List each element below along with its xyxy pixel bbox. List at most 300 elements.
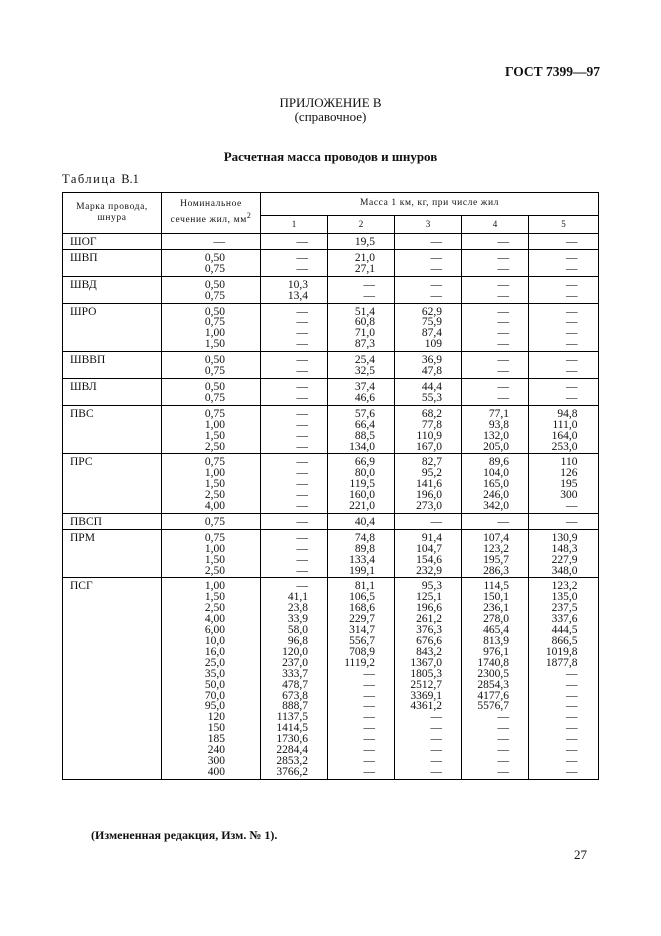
mass-1-core-value: 673,8 — [282, 689, 308, 702]
mass-4-core-cell — [462, 276, 529, 303]
mass-4-core-value: 278,0 — [483, 613, 509, 626]
wire-mark-text: ПРМ — [70, 531, 95, 544]
cross-section-value: 1,00 — [204, 580, 225, 593]
mass-3-core-cell — [395, 529, 462, 578]
mass-1-core-value: 1730,6 — [276, 733, 308, 746]
mass-4-core-value: 165,0 — [483, 478, 509, 491]
mass-3-core-value: 3369,1 — [410, 689, 442, 702]
cross-section-value: 0,50 — [204, 278, 225, 291]
mass-3-core-values — [404, 581, 442, 777]
mass-4-core-value: 342,0 — [483, 500, 509, 513]
mass-1-core-values — [270, 280, 308, 302]
mass-5-core-value: — — [566, 744, 578, 757]
mass-4-core-value: — — [497, 289, 509, 302]
mass-2-core-value: 106,5 — [349, 591, 375, 604]
mass-4-core-values — [471, 382, 509, 404]
mass-2-core-value: — — [363, 678, 375, 691]
mass-5-core-cell — [529, 378, 599, 405]
mass-4-core-value: 2854,3 — [477, 678, 509, 691]
wire-mark-text: ШРО — [70, 305, 97, 318]
mass-4-core-value: 5576,7 — [477, 700, 509, 713]
mass-4-core-values — [471, 409, 509, 453]
mass-2-core-value: 229,7 — [349, 613, 375, 626]
mass-4-core-value: 104,0 — [483, 467, 509, 480]
wire-mark-text: ПВСП — [70, 515, 102, 528]
cross-section-value: 95,0 — [204, 700, 225, 713]
mass-2-core-value: — — [363, 711, 375, 724]
mass-5-core-value: — — [566, 667, 578, 680]
mass-4-core-value: 286,3 — [483, 564, 509, 577]
cross-section-value: 10,0 — [204, 635, 225, 647]
mass-1-core-value: — — [296, 305, 308, 318]
mass-3-core-value: 154,6 — [416, 553, 442, 566]
mass-3-core-value: 2512,7 — [410, 678, 442, 691]
mass-1-core-cell — [261, 234, 328, 250]
mass-4-core-value: — — [497, 365, 509, 378]
mass-5-core-value: — — [566, 251, 578, 264]
appendix-subtitle: (справочное) — [294, 109, 367, 124]
mass-2-core-values — [337, 457, 375, 512]
mass-1-core-value: 237,0 — [282, 656, 308, 669]
cross-section-value: 0,50 — [204, 380, 225, 393]
mass-2-core-value: 40,4 — [354, 515, 375, 528]
mass-1-core-value: — — [296, 478, 308, 491]
mass-3-core-value: 82,7 — [421, 456, 442, 469]
mass-2-core-value: 32,5 — [354, 365, 375, 378]
mass-2-core-values — [337, 382, 375, 404]
mass-2-core-cell — [328, 529, 395, 578]
mass-3-core-cell — [395, 578, 462, 779]
mass-4-core-value: — — [497, 354, 509, 367]
cross-section-value: 50,0 — [204, 678, 225, 691]
table-row — [63, 513, 599, 529]
mass-4-core-value: — — [497, 327, 509, 340]
cross-section-value: 2,50 — [204, 440, 225, 453]
mass-5-core-value: — — [566, 305, 578, 318]
mass-4-core-values — [471, 533, 509, 577]
mass-4-core-values — [471, 355, 509, 377]
mass-3-core-value: 1805,3 — [410, 667, 442, 680]
cross-section-value: 6,00 — [204, 624, 225, 637]
mass-3-core-value: — — [430, 289, 442, 302]
mass-1-core-value: 1137,5 — [276, 711, 308, 724]
wire-mark — [63, 249, 162, 276]
mass-5-core-value: 253,0 — [551, 440, 578, 453]
section-title: Расчетная масса проводов и шнуров — [223, 149, 438, 164]
mass-2-core-value: — — [363, 733, 375, 746]
mass-5-core-value: — — [566, 722, 578, 735]
mass-5-core-cell — [529, 276, 599, 303]
mass-5-core-cell — [529, 454, 599, 514]
mass-5-core-value: — — [566, 278, 578, 291]
mass-4-core-values — [471, 581, 509, 777]
mass-table — [62, 192, 599, 780]
mass-2-core-value: 160,0 — [349, 489, 375, 502]
mass-5-core-value: — — [566, 678, 578, 691]
mass-3-core-value: 87,4 — [421, 327, 442, 340]
cross-section-cell — [162, 352, 261, 379]
mass-1-core-value: 23,8 — [287, 602, 308, 615]
mass-4-core-value: 132,0 — [483, 429, 509, 442]
mass-3-core-values — [404, 280, 442, 302]
mass-2-core-value: 708,9 — [349, 645, 375, 658]
mass-3-core-value: 91,4 — [421, 531, 442, 544]
cross-section-value: 70,0 — [204, 689, 225, 702]
cross-section-cell — [162, 513, 261, 529]
mass-2-core-value: 57,6 — [354, 407, 375, 420]
mass-2-core-value: — — [363, 722, 375, 735]
mass-1-core-value: — — [296, 440, 308, 453]
table-row — [63, 454, 599, 514]
mass-2-core-cell — [328, 513, 395, 529]
mass-2-core-cell — [328, 405, 395, 454]
mass-1-core-value: — — [296, 429, 308, 442]
mass-3-core-cell — [395, 378, 462, 405]
mass-1-core-value: 1414,5 — [276, 722, 308, 735]
mass-5-core-value: 164,0 — [551, 429, 578, 442]
mass-1-core-value: 96,8 — [287, 635, 308, 647]
mass-2-core-cell — [328, 578, 395, 779]
mass-4-core-value: 465,4 — [483, 624, 509, 637]
mass-3-core-value: — — [430, 278, 442, 291]
mass-3-core-value: 1367,0 — [410, 656, 442, 669]
mass-5-core-value: 1019,8 — [545, 645, 578, 658]
mass-3-core-value: 843,2 — [416, 645, 442, 658]
mass-4-core-cell — [462, 513, 529, 529]
cross-section-value: 0,75 — [204, 407, 225, 420]
cross-section-value: 25,0 — [204, 656, 225, 669]
mass-5-core-value: — — [566, 262, 578, 275]
mass-4-core-value: — — [497, 316, 509, 329]
wire-mark — [63, 454, 162, 514]
mass-1-core-values — [270, 237, 308, 248]
cross-section-values — [187, 382, 225, 404]
cross-section-cell — [162, 276, 261, 303]
wire-mark — [63, 405, 162, 454]
mass-2-core-value: 80,0 — [354, 467, 375, 480]
mass-4-core-value: — — [497, 236, 509, 248]
mass-2-core-value: — — [363, 689, 375, 702]
mass-1-core-value: 13,4 — [287, 289, 308, 302]
mass-2-core-values — [337, 280, 375, 302]
mass-3-core-value: 95,3 — [421, 580, 442, 593]
appendix-heading — [0, 96, 661, 124]
mass-5-core-value: 130,9 — [551, 531, 578, 544]
mass-2-core-cell — [328, 234, 395, 250]
mass-5-core-value: 227,9 — [551, 553, 578, 566]
cross-section-value: 1,50 — [204, 553, 225, 566]
cross-section-value: 2,50 — [204, 489, 225, 502]
mass-3-core-value: — — [430, 744, 442, 757]
wire-mark-text: ПРС — [70, 456, 93, 469]
mass-4-core-values — [471, 307, 509, 351]
mass-2-core-values — [337, 237, 375, 248]
mass-1-core-values — [270, 533, 308, 577]
mass-2-core-values — [337, 517, 375, 528]
cross-section-cell — [162, 578, 261, 779]
mass-1-core-value: 3766,2 — [276, 765, 308, 778]
mass-3-core-value: 44,4 — [421, 380, 442, 393]
cross-section-value: 1,00 — [204, 418, 225, 431]
mass-1-core-values — [270, 355, 308, 377]
mass-5-core-value: — — [566, 380, 578, 393]
mass-3-core-cell — [395, 276, 462, 303]
mass-2-core-values — [337, 409, 375, 453]
mass-4-core-value: 976,1 — [483, 645, 509, 658]
mass-2-core-value: 37,4 — [354, 380, 375, 393]
mass-5-core-values — [540, 382, 578, 404]
mass-1-core-value: 2853,2 — [276, 754, 308, 767]
mass-4-core-value: 236,1 — [483, 602, 509, 615]
mass-3-core-value: 4361,2 — [410, 700, 442, 713]
cross-section-value: 1,50 — [204, 338, 225, 351]
mass-1-core-value: — — [296, 418, 308, 431]
table-row — [63, 352, 599, 379]
mass-4-core-values — [471, 457, 509, 512]
mass-2-core-value: 51,4 — [354, 305, 375, 318]
mass-1-core-value: — — [296, 251, 308, 264]
mass-2-core-value: 25,4 — [354, 354, 375, 367]
cross-section-value: 1,00 — [204, 467, 225, 480]
mass-1-core-value: 33,9 — [287, 613, 308, 626]
mass-3-core-value: 110,9 — [416, 429, 442, 442]
mass-4-core-cell — [462, 454, 529, 514]
mass-4-core-cell — [462, 405, 529, 454]
mass-4-core-values — [471, 253, 509, 275]
mass-5-core-value: 135,0 — [551, 591, 578, 604]
mass-2-core-value: — — [363, 289, 375, 302]
cross-section-values — [187, 307, 225, 351]
cross-section-value: 0,50 — [204, 305, 225, 318]
header-core-3: 3 — [395, 215, 462, 233]
mass-3-core-cell — [395, 352, 462, 379]
mass-5-core-value: 444,5 — [551, 624, 578, 637]
mass-2-core-cell — [328, 378, 395, 405]
mass-4-core-value: — — [497, 305, 509, 318]
mass-2-core-value: — — [363, 754, 375, 767]
appendix-title: ПРИЛОЖЕНИЕ В — [279, 95, 382, 110]
mass-5-core-cell — [529, 405, 599, 454]
header-core-5: 5 — [529, 215, 599, 233]
cross-section-values — [187, 280, 225, 302]
mass-1-core-values — [270, 307, 308, 351]
mass-2-core-value: 1119,2 — [344, 656, 375, 669]
cross-section-value: 0,75 — [204, 365, 225, 378]
table-label-word: Таблица — [62, 172, 117, 186]
mass-5-core-value: 337,6 — [551, 613, 578, 626]
header-section — [162, 193, 261, 234]
mass-5-core-value: 348,0 — [551, 564, 578, 577]
mass-1-core-value: — — [296, 580, 308, 593]
header-core-2: 2 — [328, 215, 395, 233]
mass-1-core-value: — — [296, 380, 308, 393]
table-header-row — [63, 193, 599, 216]
mass-4-core-value: — — [497, 338, 509, 351]
header-section-line1: Номинальное — [180, 199, 242, 210]
mass-4-core-cell — [462, 234, 529, 250]
mass-1-core-value: — — [296, 338, 308, 351]
mass-3-core-value: — — [430, 765, 442, 778]
cross-section-value: 0,75 — [204, 289, 225, 302]
cross-section-value: 0,75 — [204, 531, 225, 544]
mass-3-core-value: 95,2 — [421, 467, 442, 480]
header-section-line2: сечение жил, мм — [170, 215, 247, 226]
mass-5-core-value: — — [566, 500, 578, 513]
mass-2-core-value: 19,5 — [354, 236, 375, 248]
mass-1-core-value: — — [296, 515, 308, 528]
mass-1-core-cell — [261, 352, 328, 379]
mass-3-core-value: 68,2 — [421, 407, 442, 420]
mass-1-core-values — [270, 457, 308, 512]
mass-5-core-value: — — [566, 689, 578, 702]
mass-4-core-value: 114,5 — [483, 580, 509, 593]
cross-section-value: 240 — [207, 744, 225, 757]
mass-5-core-value: 195 — [560, 478, 578, 491]
mass-3-core-cell — [395, 303, 462, 352]
mass-3-core-value: 62,9 — [421, 305, 442, 318]
mass-3-core-values — [404, 253, 442, 275]
mass-5-core-value: 1877,8 — [545, 656, 578, 669]
mass-5-core-value: 123,2 — [551, 580, 578, 593]
mass-5-core-value: — — [566, 365, 578, 378]
mass-3-core-value: 273,0 — [416, 500, 442, 513]
page-number: 27 — [574, 847, 587, 862]
table-row — [63, 234, 599, 250]
mass-3-core-values — [404, 409, 442, 453]
mass-1-core-value: — — [296, 316, 308, 329]
mass-3-core-values — [404, 457, 442, 512]
mass-5-core-cell — [529, 249, 599, 276]
mass-5-core-value: — — [566, 327, 578, 340]
mass-1-core-value: — — [296, 467, 308, 480]
header-core-1: 1 — [261, 215, 328, 233]
mass-4-core-value: 205,0 — [483, 440, 509, 453]
mass-5-core-cell — [529, 529, 599, 578]
mass-3-core-cell — [395, 513, 462, 529]
mass-3-core-value: 75,9 — [421, 316, 442, 329]
mass-5-core-value: — — [566, 754, 578, 767]
mass-3-core-cell — [395, 405, 462, 454]
cross-section-value: 4,00 — [204, 613, 225, 626]
wire-mark — [63, 276, 162, 303]
mass-2-core-value: 71,0 — [354, 327, 375, 340]
cross-section-value: 0,75 — [204, 262, 225, 275]
table-row — [63, 276, 599, 303]
mass-1-core-value: 478,7 — [282, 678, 308, 691]
table-row — [63, 578, 599, 779]
cross-section-value: 1,50 — [204, 591, 225, 604]
mass-4-core-value: — — [497, 711, 509, 724]
mass-2-core-value: — — [363, 744, 375, 757]
mass-2-core-value: — — [363, 765, 375, 778]
mass-3-core-value: 109 — [424, 338, 442, 351]
mass-5-core-values — [540, 253, 578, 275]
mass-3-core-value: — — [430, 262, 442, 275]
mass-5-core-value: 866,5 — [551, 635, 578, 647]
mass-5-core-value: 237,5 — [551, 602, 578, 615]
mass-3-core-values — [404, 237, 442, 248]
table-row — [63, 303, 599, 352]
mass-3-core-value: — — [430, 711, 442, 724]
cross-section-value: 0,75 — [204, 316, 225, 329]
cross-section-cell — [162, 529, 261, 578]
mass-2-core-value: 199,1 — [349, 564, 375, 577]
cross-section-values — [187, 581, 225, 777]
cross-section-cell — [162, 378, 261, 405]
table-row — [63, 529, 599, 578]
cross-section-value: 4,00 — [204, 500, 225, 513]
cross-section-value: 150 — [207, 722, 225, 735]
mass-1-core-value: — — [296, 407, 308, 420]
cross-section-cell — [162, 249, 261, 276]
cross-section-cell — [162, 454, 261, 514]
mass-4-core-values — [471, 517, 509, 528]
table-label-number: В.1 — [121, 172, 139, 186]
mass-2-core-value: — — [363, 700, 375, 713]
mass-2-core-value: 221,0 — [349, 500, 375, 513]
mass-1-core-values — [270, 517, 308, 528]
mass-5-core-cell — [529, 303, 599, 352]
mass-4-core-value: — — [497, 765, 509, 778]
wire-mark-text: ПВС — [70, 407, 94, 420]
footnote: (Измененная редакция, Изм. № 1). — [91, 828, 278, 842]
mass-2-core-values — [337, 253, 375, 275]
mass-4-core-value: — — [497, 380, 509, 393]
mass-4-core-value: 107,4 — [483, 531, 509, 544]
mass-1-core-value: — — [296, 391, 308, 404]
mass-5-core-value: — — [566, 391, 578, 404]
mass-5-core-values — [540, 581, 578, 777]
cross-section-values — [187, 355, 225, 377]
mass-1-core-value: — — [296, 531, 308, 544]
cross-section-value: 400 — [207, 765, 225, 778]
mass-3-core-value: 196,0 — [416, 489, 442, 502]
mass-4-core-value: 89,6 — [488, 456, 509, 469]
mass-1-core-cell — [261, 513, 328, 529]
mass-2-core-value: — — [363, 667, 375, 680]
mass-2-core-value: — — [363, 278, 375, 291]
table-row — [63, 249, 599, 276]
wire-mark — [63, 234, 162, 250]
mass-2-core-values — [337, 307, 375, 351]
mass-1-core-value: — — [296, 500, 308, 513]
mass-4-core-value: 2300,5 — [477, 667, 509, 680]
mass-2-core-value: 66,9 — [354, 456, 375, 469]
mass-4-core-value: 4177,6 — [477, 689, 509, 702]
mass-3-core-values — [404, 307, 442, 351]
mass-5-core-value: 94,8 — [557, 407, 578, 420]
cross-section-value: 1,50 — [204, 478, 225, 491]
mass-5-core-cell — [529, 578, 599, 779]
mass-4-core-value: — — [497, 515, 509, 528]
cross-section-value: 1,00 — [204, 327, 225, 340]
cross-section-value: 35,0 — [204, 667, 225, 680]
cross-section-cell — [162, 303, 261, 352]
mass-5-core-value: 126 — [560, 467, 578, 480]
mass-3-core-value: — — [430, 236, 442, 248]
cross-section-cell — [162, 405, 261, 454]
table-row — [63, 378, 599, 405]
wire-mark — [63, 578, 162, 779]
wire-mark-text: ПСГ — [70, 580, 93, 593]
cross-section-value: 1,50 — [204, 429, 225, 442]
mass-2-core-value: 27,1 — [354, 262, 375, 275]
mass-1-core-value: — — [296, 489, 308, 502]
mass-5-core-value: — — [566, 765, 578, 778]
mass-3-core-value: — — [430, 515, 442, 528]
cross-section-value: 185 — [207, 733, 225, 746]
wire-mark-text: ШВЛ — [70, 380, 97, 393]
